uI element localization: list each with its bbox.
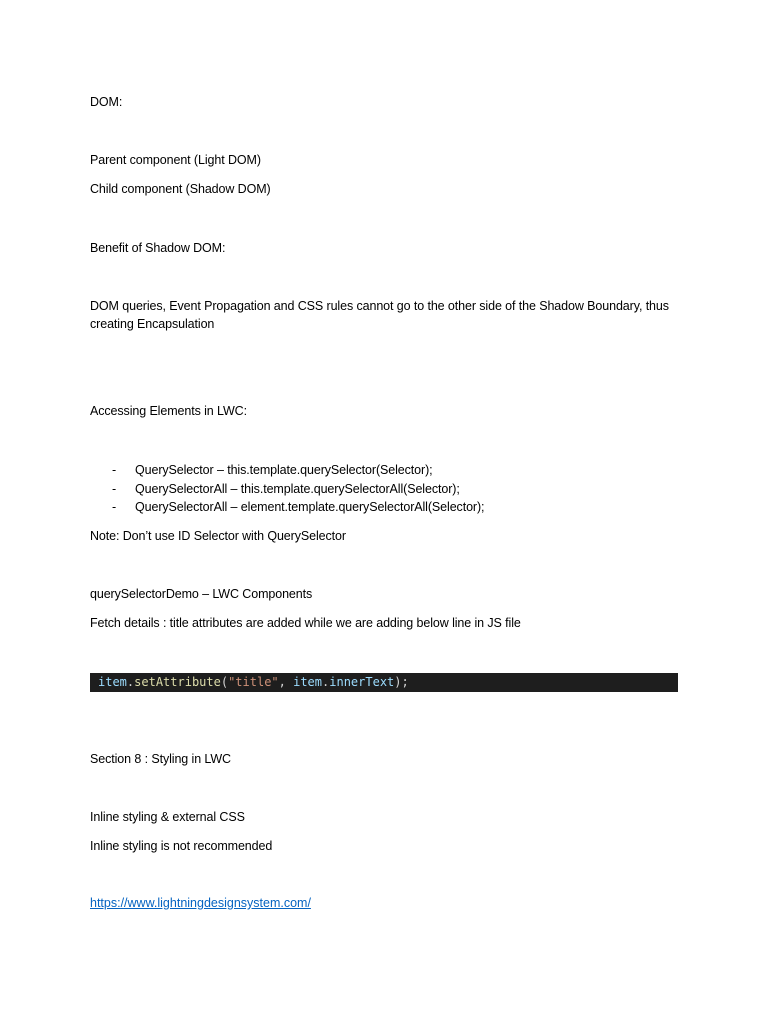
bullet-item-queryselector: QuerySelector – this.template.querySelector(Selector); [135,463,433,477]
bullet-item-queryselectorall: QuerySelectorAll – this.template.querySelectorAll(Selector); [135,482,460,496]
bullet-dash: - [112,500,117,514]
accessing-heading: Accessing Elements in LWC: [90,404,247,418]
lightning-design-system-link[interactable]: https://www.lightningdesignsystem.com/ [90,896,311,910]
code-token-method: setAttribute [134,675,221,689]
inline-external-text: Inline styling & external CSS [90,810,245,824]
benefit-paragraph: DOM queries, Event Propagation and CSS rules cannot go to the other side of the Shadow Boundary, thus creating Encapsulation [90,299,669,331]
note-text: Note: Don’t use ID Selector with QuerySelector [90,529,346,543]
bullet-dash: - [112,463,117,477]
child-component-text: Child component (Shadow DOM) [90,182,271,196]
code-token-open-paren: ( [220,675,229,689]
code-token-comma: , [278,675,294,689]
code-snippet [90,673,678,692]
benefit-heading: Benefit of Shadow DOM: [90,241,226,255]
parent-component-text: Parent component (Light DOM) [90,153,261,167]
code-token-property: innerText [329,675,395,689]
code-token-object: item [293,675,323,689]
code-token-object: item [98,675,127,689]
section-heading: Section 8 : Styling in LWC [90,752,231,766]
code-token-string: "title" [228,675,279,689]
bullet-item-element-queryselectorall: QuerySelectorAll – element.template.querySelectorAll(Selector); [135,500,485,514]
code-token-close: ); [394,675,409,689]
inline-not-recommended-text: Inline styling is not recommended [90,839,273,853]
demo-heading: querySelectorDemo – LWC Components [90,587,313,601]
bullet-dash: - [112,482,117,496]
fetch-details-text: Fetch details : title attributes are added while we are adding below line in JS file [90,616,521,630]
code-token-dot: . [126,675,135,689]
code-token-dot: . [322,675,330,689]
dom-heading: DOM: [90,95,123,109]
